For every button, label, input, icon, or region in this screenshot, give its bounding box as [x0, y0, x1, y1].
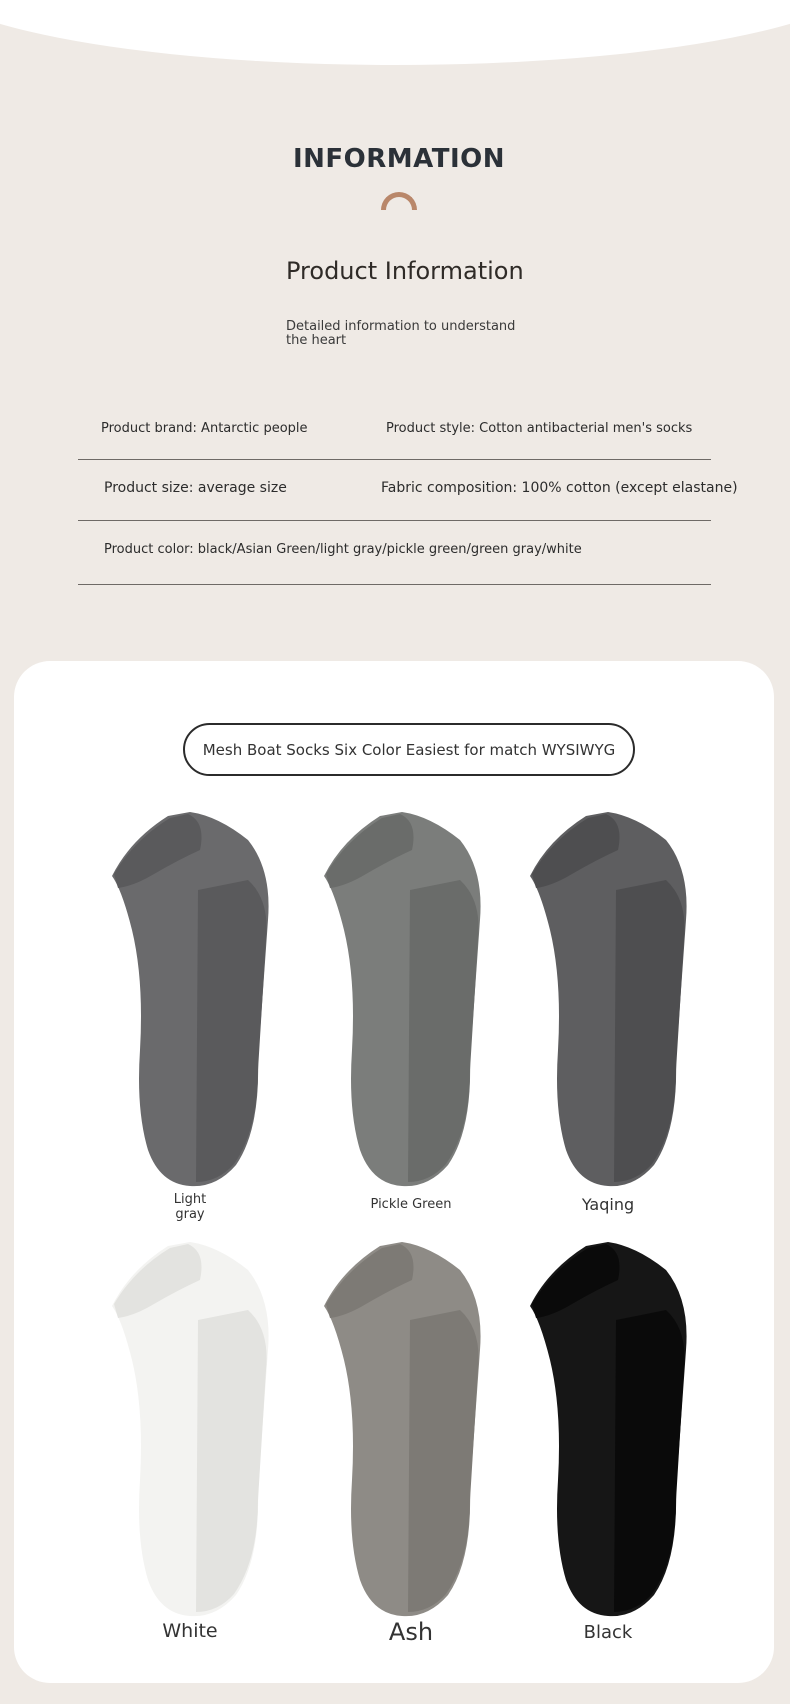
spec-size: Product size: average size [104, 480, 287, 496]
spec-style: Product style: Cotton antibacterial men's socks [386, 421, 693, 436]
spec-brand: Product brand: Antarctic people [101, 421, 308, 436]
sock-label-black: Black [583, 1622, 633, 1643]
page-subtitle: Detailed information to understand the heart [286, 319, 516, 348]
spec-color: Product color: black/Asian Green/light gray/pickle green/green gray/white [104, 542, 582, 557]
divider [78, 459, 711, 460]
sock-image-ash [320, 1240, 490, 1620]
sock-label-light-gray: Light gray [173, 1192, 207, 1222]
sock-label-pickle-green: Pickle Green [370, 1197, 452, 1212]
sock-image-black [526, 1240, 696, 1620]
divider [78, 584, 711, 585]
spec-fabric: Fabric composition: 100% cotton (except elastane) [381, 480, 738, 496]
sock-image-yaqing [526, 810, 696, 1190]
sock-label-ash: Ash [388, 1618, 434, 1646]
sock-image-pickle-green [320, 810, 490, 1190]
sock-label-white: White [162, 1620, 218, 1642]
sock-image-white [108, 1240, 278, 1620]
divider [78, 520, 711, 521]
sock-label-yaqing: Yaqing [581, 1195, 635, 1214]
top-curve-decoration [0, 0, 790, 65]
gallery-banner: Mesh Boat Socks Six Color Easiest for match WYSIWYG [183, 723, 635, 776]
page-title: Product Information [286, 257, 524, 285]
sock-image-light-gray [108, 810, 278, 1190]
section-title: INFORMATION [292, 144, 506, 174]
arc-ornament-icon [381, 192, 417, 210]
